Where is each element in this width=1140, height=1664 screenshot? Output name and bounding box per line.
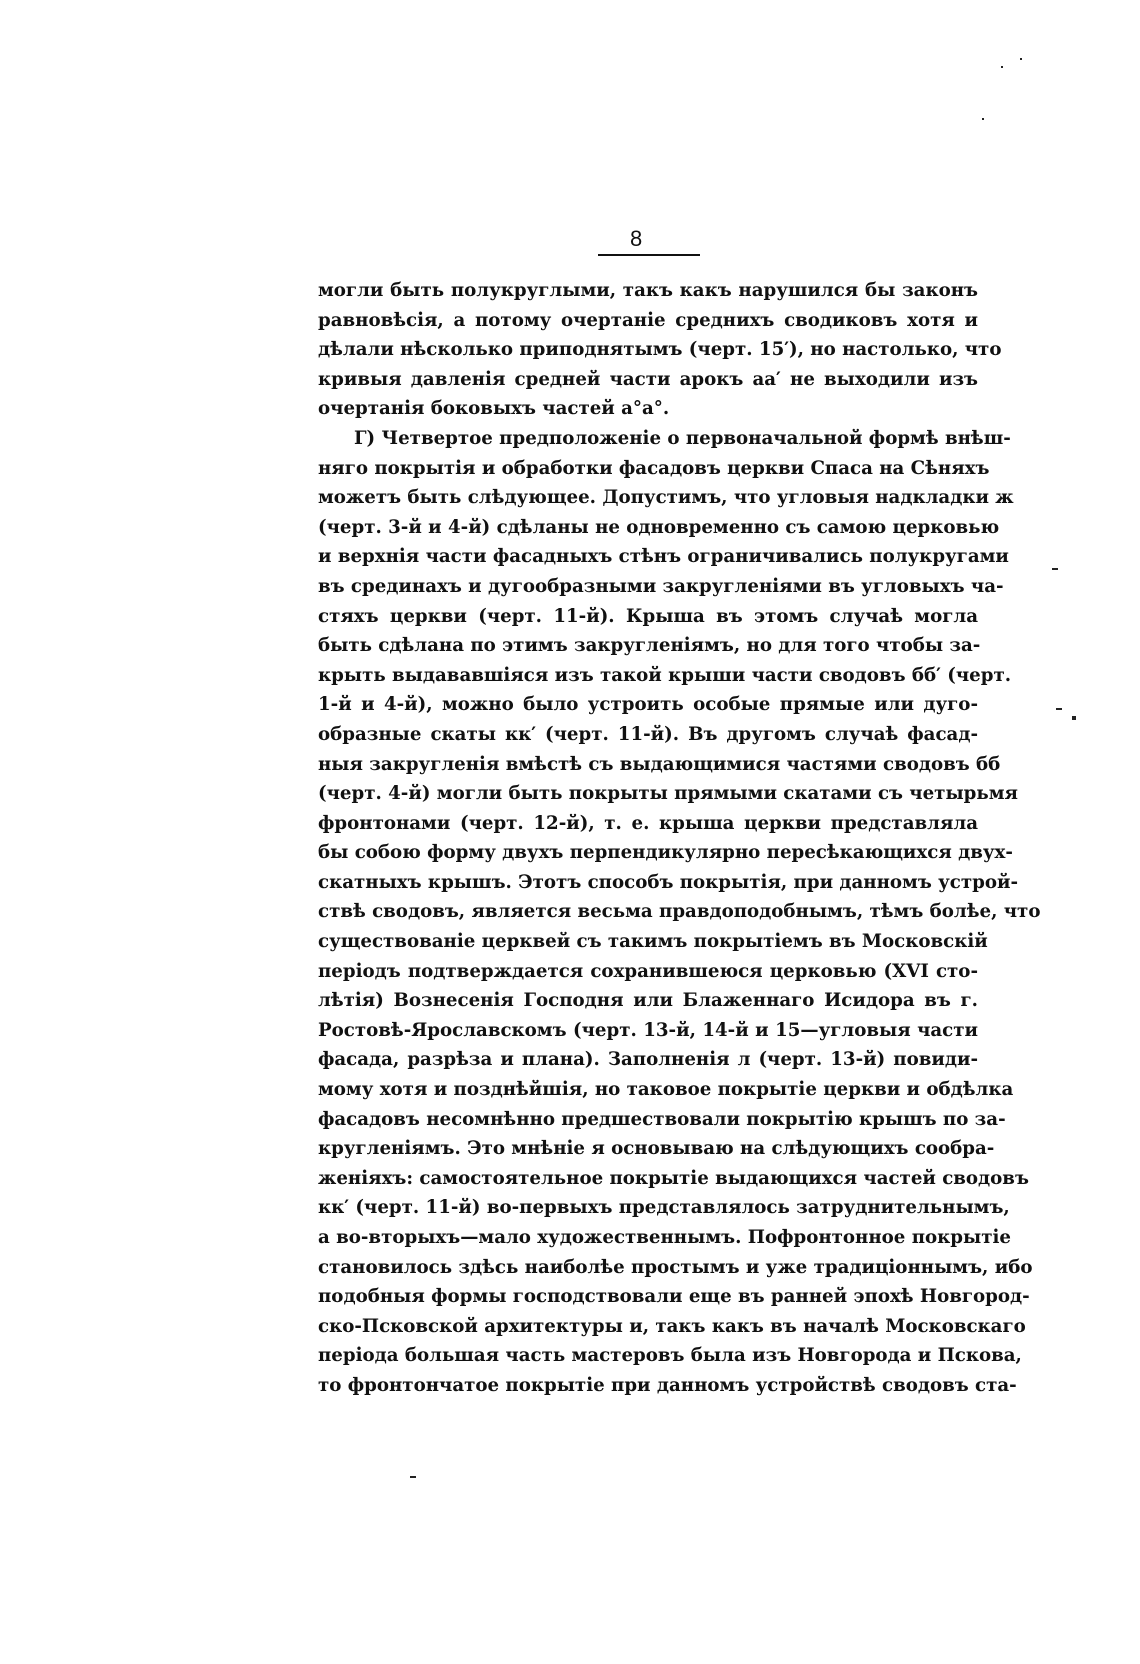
text-line: можетъ быть слѣдующее. Допустимъ, что угловыя надкладки ж [318, 487, 1014, 509]
scan-speck [1020, 58, 1022, 60]
text-line: кривыя давленія средней части арокъ аа′ не выходили изъ [318, 368, 978, 390]
text-line: быть сдѣлана по этимъ закругленіямъ, но для того чтобы за- [318, 635, 981, 657]
text-line: а во-вторыхъ—мало художественнымъ. Пофронтонное покрытіе [318, 1227, 1011, 1248]
text-line: кк′ (черт. 11-й) во-первыхъ представлялось затруднительнымъ, [318, 1197, 1010, 1219]
text-line: кругленіямъ. Это мнѣніе я основываю на слѣдующихъ сообра- [318, 1138, 995, 1160]
text-line: Ростовѣ-Ярославскомъ (черт. 13-й, 14-й и 15—угловыя части [318, 1019, 978, 1041]
text-line: въ срединахъ и дугообразными закругленіями въ угловыхъ ча- [318, 575, 1004, 597]
text-line: фасада, разрѣза и плана). Заполненія л (черт. 13-й) повиди- [318, 1049, 978, 1071]
text-line: ско-Псковской архитектуры и, такъ какъ въ началѣ Московскаго [318, 1315, 1026, 1337]
text-line: скатныхъ крышъ. Этотъ способъ покрытія, при данномъ устрой- [318, 871, 1019, 893]
page-number-rule [598, 254, 700, 256]
text-line: подобныя формы господствовали еще въ ранней эпохѣ Новгород- [318, 1286, 1030, 1308]
scan-speck [1001, 66, 1003, 68]
text-line: періодъ подтверждается сохранившеюся церковью (XVI сто- [318, 960, 978, 982]
text-line: женіяхъ: самостоятельное покрытіе выдающихся частей сводовъ [318, 1167, 1029, 1189]
text-line: ствѣ сводовъ, является весьма правдоподобнымъ, тѣмъ болѣе, что [318, 901, 1041, 923]
text-line: очертанія боковыхъ частей а°а°. [318, 398, 670, 420]
text-line: фронтонами (черт. 12-й), т. е. крыша церкви представляла [318, 812, 978, 834]
text-line: то фронтончатое покрытіе при данномъ устройствѣ сводовъ ста- [318, 1374, 1017, 1396]
text-line: фасадовъ несомнѣнно предшествовали покрытію крышъ по за- [318, 1108, 1006, 1130]
paragraph-start-line: Г) Четвертое предположеніе о первоначальной формѣ внѣш- [354, 427, 1011, 449]
text-line: существованіе церквей съ такимъ покрытіемъ въ Московскій [318, 931, 988, 953]
text-line: и верхнія части фасадныхъ стѣнъ ограничивались полукругами [318, 546, 1009, 568]
text-line: няго покрытія и обработки фасадовъ церкви Спаса на Сѣняхъ [318, 457, 990, 479]
text-line: лѣтія) Вознесенія Господня или Блаженнаго Исидора въ г. [318, 990, 978, 1012]
text-line: періода большая часть мастеровъ была изъ Новгорода и Пскова, [318, 1345, 1022, 1367]
text-line: (черт. 4-й) могли быть покрыты прямыми скатами съ четырьмя [318, 783, 1018, 805]
text-line: могли быть полукруглыми, такъ какъ нарушился бы законъ [318, 280, 978, 301]
text-line: крыть выдававшіяся изъ такой крыши части сводовъ бб′ (черт. [318, 664, 1012, 686]
text-line: стяхъ церкви (черт. 11-й). Крыша въ этомъ случаѣ могла [318, 605, 978, 627]
scan-speck [1052, 568, 1058, 570]
scan-speck [982, 118, 984, 120]
text-line: мому хотя и позднѣйшія, но таковое покрытіе церкви и обдѣлка [318, 1079, 1014, 1101]
text-line: ныя закругленія вмѣстѣ съ выдающимися частями сводовъ бб [318, 753, 1001, 775]
text-line: дѣлали нѣсколько приподнятымъ (черт. 15′), но настолько, что [318, 339, 1002, 361]
text-line: бы собою форму двухъ перпендикулярно пересѣкающихся двух- [318, 842, 1013, 864]
scan-speck [410, 1476, 416, 1478]
text-line: (черт. 3-й и 4-й) сдѣланы не одновременно съ самою церковью [318, 516, 1000, 538]
text-line: 1-й и 4-й), можно было устроить особые прямые или дуго- [318, 694, 978, 716]
body-text [318, 276, 1041, 1401]
page-number: 8 [630, 226, 643, 251]
text-line: образные скаты кк′ (черт. 11-й). Въ другомъ случаѣ фасад- [318, 723, 978, 745]
scan-speck [1072, 716, 1076, 720]
scan-speck [1056, 708, 1062, 710]
text-line: становилось здѣсь наиболѣе простымъ и уже традиціоннымъ, ибо [318, 1256, 1033, 1278]
text-line: равновѣсія, а потому очертаніе среднихъ сводиковъ хотя и [318, 309, 978, 331]
